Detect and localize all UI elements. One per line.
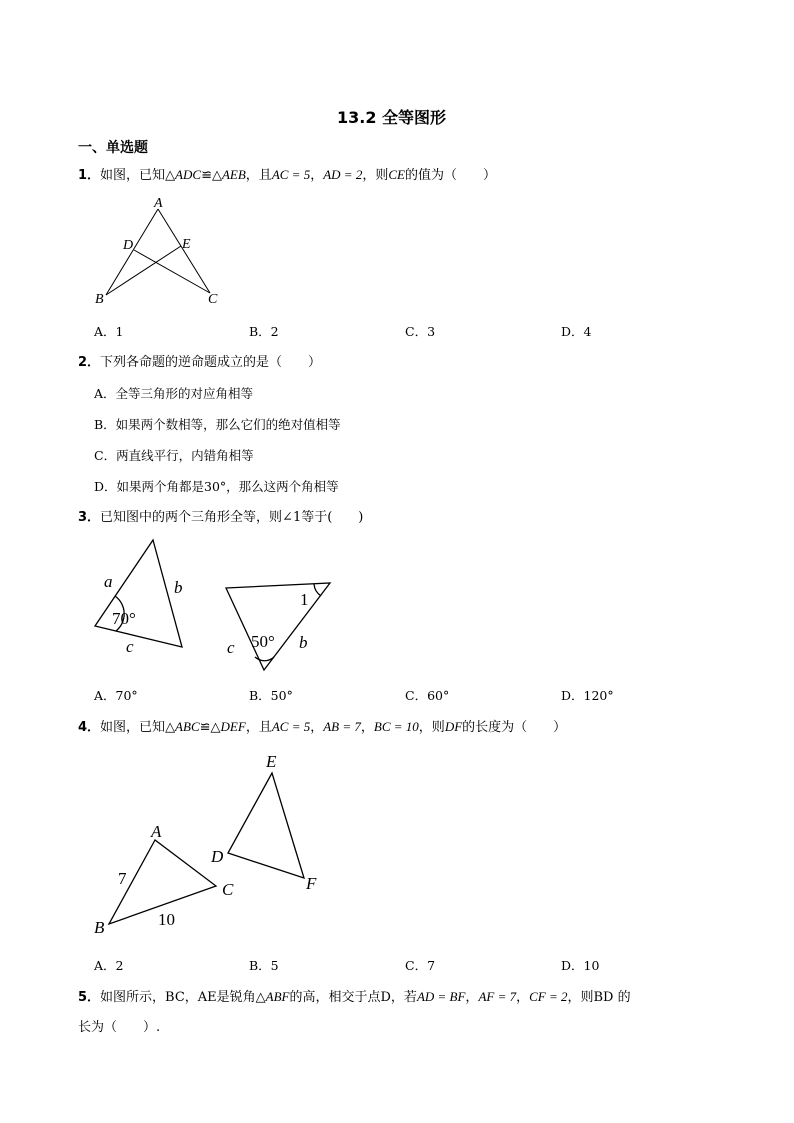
label-angle-1: 1 xyxy=(300,590,309,609)
question-3-number: 3． xyxy=(78,510,101,525)
q2-option-d: D．如果两个角都是30°，那么这两个角相等 xyxy=(94,479,339,494)
label-side-c: c xyxy=(126,637,134,656)
label-f: F xyxy=(306,874,317,893)
q2-option-b: B．如果两个数相等，那么它们的绝对值相等 xyxy=(94,417,341,432)
section-heading: 一、单选题 xyxy=(78,140,148,156)
question-1-number: 1． xyxy=(78,168,101,183)
q1-option-c: C．3 xyxy=(405,324,436,339)
question-5-number: 5． xyxy=(78,990,101,1005)
line-cd xyxy=(134,250,210,293)
q4-option-c: C．7 xyxy=(405,958,436,973)
question-1-figure xyxy=(90,195,230,315)
label-side-bc: 10 xyxy=(158,910,175,929)
label-d: D xyxy=(211,847,224,866)
question-4-number: 4． xyxy=(78,720,101,735)
label-side-ab: 7 xyxy=(118,869,127,888)
q1-option-a: A．1 xyxy=(94,324,124,339)
triangle-left xyxy=(95,540,182,647)
label-a: A xyxy=(154,196,163,211)
q2-option-c: C．两直线平行，内错角相等 xyxy=(94,448,254,463)
label-angle-50: 50° xyxy=(251,632,275,651)
question-5-stem: 5．如图所示，BC，AE是锐角△ABF的高，相交于点D，若AD = BF，AF = 7，CF = 2，则BD 的 xyxy=(78,989,631,1005)
question-2-number: 2． xyxy=(78,355,101,370)
q3-option-a: A．70° xyxy=(94,688,138,703)
question-3-stem: 3．已知图中的两个三角形全等，则∠1等于( ) xyxy=(78,510,364,525)
q2-option-a: A．全等三角形的对应角相等 xyxy=(94,386,254,401)
angle-arc-1 xyxy=(314,584,321,596)
label-angle-70: 70° xyxy=(112,609,136,628)
label-a: A xyxy=(151,822,162,841)
label-c: C xyxy=(208,292,218,307)
page-title: 13.2 全等图形 xyxy=(337,108,447,127)
q3-option-c: C．60° xyxy=(405,688,450,703)
q4-option-d: D．10 xyxy=(561,958,600,973)
question-1-stem: 1．如图，已知△ADC≌△AEB，且AC = 5，AD = 2，则CE的值为（ ） xyxy=(78,167,496,183)
label-side-b2: b xyxy=(299,633,308,652)
question-2-stem: 2．下列各命题的逆命题成立的是（ ） xyxy=(78,355,322,370)
question-4-stem: 4．如图，已知△ABC≌△DEF，且AC = 5，AB = 7，BC = 10，则DF的长度为（ ） xyxy=(78,719,567,735)
label-c: C xyxy=(222,880,234,899)
triangle-right xyxy=(226,583,330,670)
q4-option-a: A．2 xyxy=(94,958,124,973)
label-e: E xyxy=(266,752,277,771)
triangle-def xyxy=(228,773,304,878)
question-3-figure xyxy=(90,535,350,675)
q1-option-d: D．4 xyxy=(561,324,592,339)
q4-option-b: B．5 xyxy=(249,958,279,973)
label-side-c2: c xyxy=(227,638,235,657)
question-4-figure xyxy=(90,748,350,948)
label-b: B xyxy=(94,918,105,937)
label-d: D xyxy=(123,238,134,253)
label-side-a: a xyxy=(104,572,113,591)
q1-option-b: B．2 xyxy=(249,324,279,339)
label-side-b: b xyxy=(174,578,183,597)
q3-option-b: B．50° xyxy=(249,688,293,703)
q3-option-d: D．120° xyxy=(561,688,614,703)
question-5-stem-line2: 长为（ ）. xyxy=(78,1020,161,1035)
label-b: B xyxy=(95,292,104,307)
label-e: E xyxy=(182,237,191,252)
